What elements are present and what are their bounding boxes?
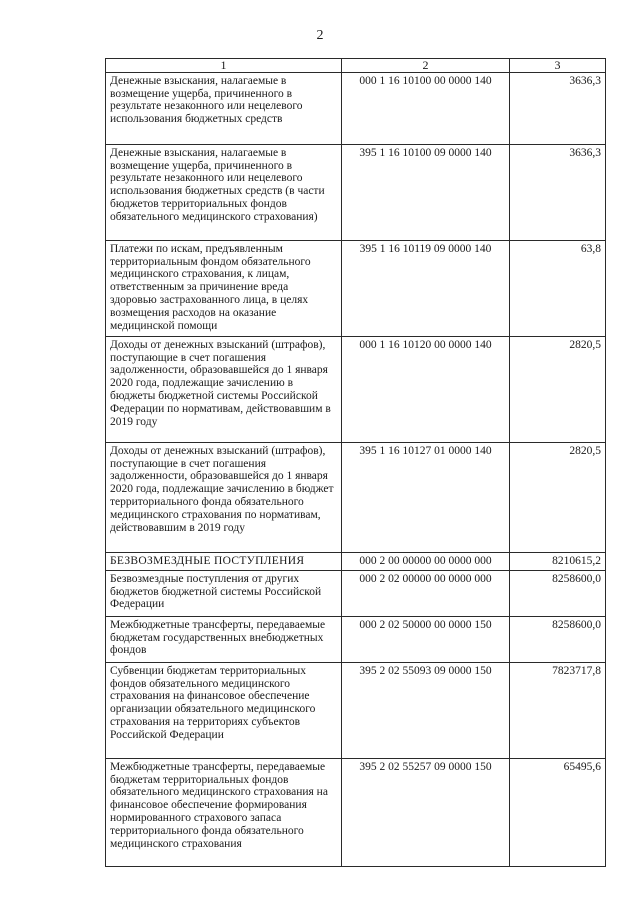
row-amount: 8210615,2 [510,552,606,570]
table-row [106,552,606,570]
row-code: 000 2 00 00000 00 0000 000 [342,552,510,570]
table-row [106,570,606,616]
page-number: 2 [316,28,324,43]
row-amount: 7823717,8 [510,662,606,758]
row-description: Межбюджетные трансферты, передаваемые бюджетам государственных внебюджетных фондов [106,616,342,662]
row-code: 395 2 02 55257 09 0000 150 [342,758,510,866]
row-description: Доходы от денежных взысканий (штрафов), поступающие в счет погашения задолженности, образовавшейся до 1 января 2020 года, подлежащие зачислению в бюджеты бюджетной системы Российской Федерации по нормативам, действовавшим в 2019 году [106,336,342,442]
row-description: Межбюджетные трансферты, передаваемые бюджетам территориальных фондов обязательного медицинского страхования на финансовое обеспечение формирования нормированного страхового запаса территориального фонда обязательного медицинского страхования [106,758,342,866]
table-header-row [106,59,606,73]
row-description: БЕЗВОЗМЕЗДНЫЕ ПОСТУПЛЕНИЯ [106,552,342,570]
row-description: Доходы от денежных взысканий (штрафов), поступающие в счет погашения задолженности, образовавшейся до 1 января 2020 года, подлежащие зачислению в бюджет территориального фонда обязательного медицинского страхования по нормативам, действовавшим в 2019 году [106,442,342,552]
table-row [106,442,606,552]
table-row [106,144,606,240]
row-description: Безвозмездные поступления от других бюджетов бюджетной системы Российской Федерации [106,570,342,616]
table-row [106,240,606,336]
row-amount: 2820,5 [510,336,606,442]
row-amount: 63,8 [510,240,606,336]
table-row [106,662,606,758]
row-amount: 65495,6 [510,758,606,866]
row-description: Денежные взыскания, налагаемые в возмещение ущерба, причиненного в результате незаконного или нецелевого использования бюджетных средств [106,72,342,144]
row-code: 395 1 16 10119 09 0000 140 [342,240,510,336]
row-description: Денежные взыскания, налагаемые в возмещение ущерба, причиненного в результате незаконного или нецелевого использования бюджетных средств (в части бюджетов территориальных фондов обязательного медицинского страхования) [106,144,342,240]
table-row [106,72,606,144]
table-row [106,336,606,442]
row-code: 395 1 16 10127 01 0000 140 [342,442,510,552]
row-code: 000 1 16 10120 00 0000 140 [342,336,510,442]
row-description: Субвенции бюджетам территориальных фондов обязательного медицинского страхования на финансовое обеспечение организации обязательного медицинского страхования на территориях субъектов Российской Федерации [106,662,342,758]
row-code: 395 1 16 10100 09 0000 140 [342,144,510,240]
column-header-code: 2 [342,59,510,73]
table-row [106,616,606,662]
table-row [106,758,606,866]
column-header-description: 1 [106,59,342,73]
row-amount: 2820,5 [510,442,606,552]
row-amount: 8258600,0 [510,570,606,616]
row-amount: 8258600,0 [510,616,606,662]
row-description: Платежи по искам, предъявленным территориальным фондом обязательного медицинского страхования, к лицам, ответственным за причинение вреда здоровью застрахованного лица, в целях возмещения расходов на оказание медицинской помощи [106,240,342,336]
row-amount: 3636,3 [510,144,606,240]
column-header-amount: 3 [510,59,606,73]
row-code: 000 1 16 10100 00 0000 140 [342,72,510,144]
row-code: 395 2 02 55093 09 0000 150 [342,662,510,758]
row-code: 000 2 02 00000 00 0000 000 [342,570,510,616]
budget-revenue-table [105,58,606,867]
row-code: 000 2 02 50000 00 0000 150 [342,616,510,662]
row-amount: 3636,3 [510,72,606,144]
